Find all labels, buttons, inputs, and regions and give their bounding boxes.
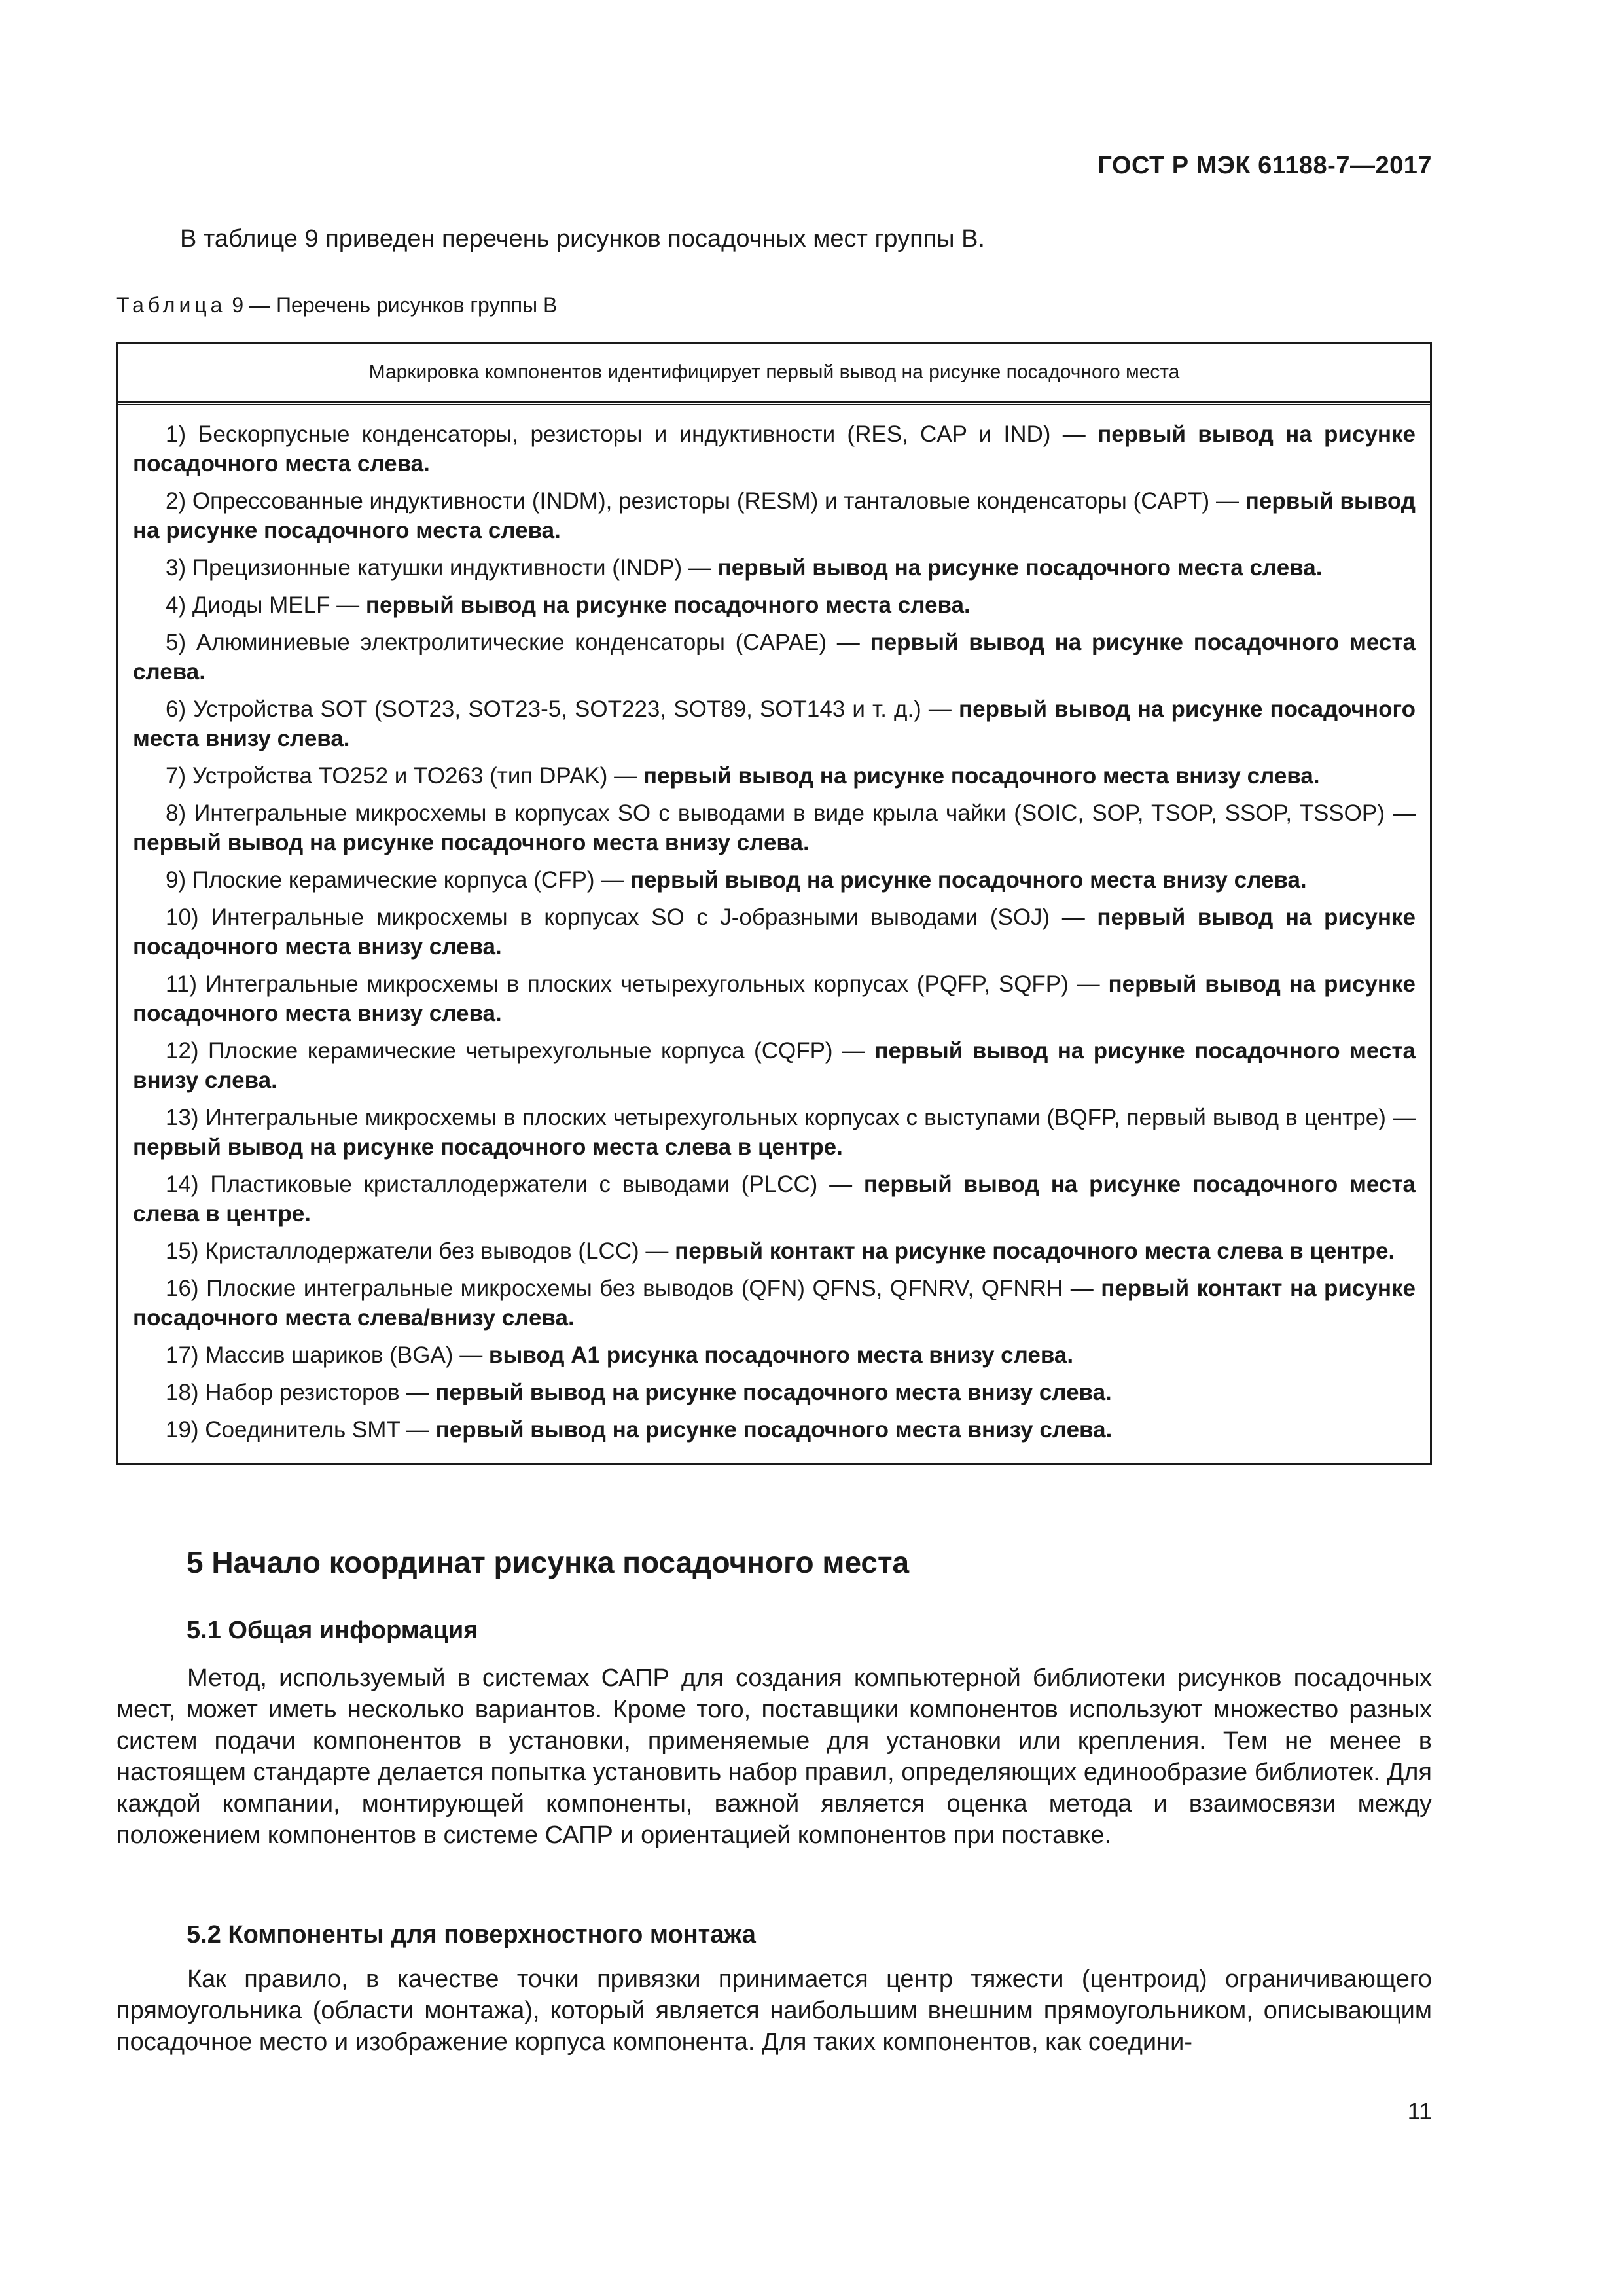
table-header bbox=[118, 344, 1430, 405]
table-body bbox=[118, 405, 1430, 1463]
table-item: 14) Пластиковые кристаллодержатели с выводами (PLCC) — первый вывод на рисунке посадочного места слева в центре. bbox=[133, 1172, 1416, 1227]
table-item: 7) Устройства TO252 и TO263 (тип DPAK) — первый вывод на рисунке посадочного места внизу слева. bbox=[166, 763, 1320, 789]
table-header-text: Маркировка компонентов идентифицирует первый вывод на рисунке посадочного места bbox=[368, 361, 1180, 383]
section-5-1-paragraph: Метод, используемый в системах САПР для создания компьютерной библиотеки рисунков посадочных мест, может иметь несколько вариантов. Кроме того, поставщики компонентов используют множество разных систем подачи компонентов в установки, применяемые для установки или крепления. Тем не менее в настоящем стандарте делается попытка установить набор правил, определяющих единообразие библиотек. Для каждой компании, монтирующей компоненты, важной является оценка метода и взаимосвязи между положением компонентов в системе САПР и ориентацией компонентов при поставке. bbox=[116, 1664, 1432, 1849]
page-number: 11 bbox=[1407, 2098, 1432, 2125]
table-item: 18) Набор резисторов — первый вывод на рисунке посадочного места внизу слева. bbox=[166, 1380, 1112, 1405]
table-item: 19) Соединитель SMT — первый вывод на рисунке посадочного места внизу слева. bbox=[166, 1417, 1113, 1443]
table-item: 4) Диоды MELF — первый вывод на рисунке посадочного места слева. bbox=[166, 592, 971, 618]
table-caption-word: Таблица bbox=[116, 293, 226, 317]
table-caption-text: 9 — Перечень рисунков группы В bbox=[226, 293, 558, 317]
table-item: 12) Плоские керамические четырехугольные корпуса (CQFP) — первый вывод на рисунке посадочного места внизу слева. bbox=[133, 1038, 1416, 1093]
table-9 bbox=[116, 342, 1432, 1465]
table-item: 11) Интегральные микросхемы в плоских четырехугольных корпусах (PQFP, SQFP) — первый вывод на рисунке посадочного места внизу слева. bbox=[133, 971, 1416, 1026]
table-item: 9) Плоские керамические корпуса (CFP) — первый вывод на рисунке посадочного места внизу слева. bbox=[166, 867, 1307, 893]
table-item: 13) Интегральные микросхемы в плоских четырехугольных корпусах с выступами (BQFP, первый вывод в центре) — первый вывод на рисунке посадочного места слева в центре. bbox=[133, 1105, 1416, 1160]
table-item: 16) Плоские интегральные микросхемы без выводов (QFN) QFNS, QFNRV, QFNRH — первый контакт на рисунке посадочного места слева/внизу слева. bbox=[133, 1276, 1416, 1331]
intro-paragraph: В таблице 9 приведен перечень рисунков посадочных мест группы В. bbox=[180, 225, 985, 253]
document-header-id: ГОСТ Р МЭК 61188-7—2017 bbox=[1097, 152, 1432, 179]
table-item: 2) Опрессованные индуктивности (INDM), резисторы (RESM) и танталовые конденсаторы (CAPT) — первый вывод на рисунке посадочного места слева. bbox=[133, 488, 1416, 543]
table-caption bbox=[116, 293, 557, 317]
table-item: 10) Интегральные микросхемы в корпусах SO с J-образными выводами (SOJ) — первый вывод на рисунке посадочного места внизу слева. bbox=[133, 905, 1416, 960]
section-5-2-title: 5.2 Компоненты для поверхностного монтажа bbox=[187, 1921, 756, 1948]
table-item: 3) Прецизионные катушки индуктивности (INDP) — первый вывод на рисунке посадочного места слева. bbox=[166, 555, 1323, 581]
table-item: 1) Бескорпусные конденсаторы, резисторы и индуктивности (RES, CAP и IND) — первый вывод на рисунке посадочного места слева. bbox=[133, 422, 1416, 476]
table-item: 5) Алюминиевые электролитические конденсаторы (CAPAE) — первый вывод на рисунке посадочного места слева. bbox=[133, 630, 1416, 685]
section-5-1-title: 5.1 Общая информация bbox=[187, 1617, 478, 1644]
section-5-title: 5 Начало координат рисунка посадочного места bbox=[187, 1545, 910, 1579]
table-item: 6) Устройства SOT (SOT23, SOT23-5, SOT223, SOT89, SOT143 и т. д.) — первый вывод на рисунке посадочного места внизу слева. bbox=[133, 696, 1416, 751]
table-item: 17) Массив шариков (BGA) — вывод A1 рисунка посадочного места внизу слева. bbox=[166, 1342, 1074, 1368]
section-5-2-paragraph: Как правило, в качестве точки привязки принимается центр тяжести (центроид) ограничивающего прямоугольника (области монтажа), который является наибольшим внешним прямоугольником, описывающим посадочное место и изображение корпуса компонента. Для таких компонентов, как соедини- bbox=[116, 1965, 1432, 2056]
table-item: 15) Кристаллодержатели без выводов (LCC) — первый контакт на рисунке посадочного места слева в центре. bbox=[166, 1238, 1395, 1264]
table-item: 8) Интегральные микросхемы в корпусах SO с выводами в виде крыла чайки (SOIC, SOP, TSOP, SSOP, TSSOP) — первый вывод на рисунке посадочного места внизу слева. bbox=[133, 800, 1416, 855]
